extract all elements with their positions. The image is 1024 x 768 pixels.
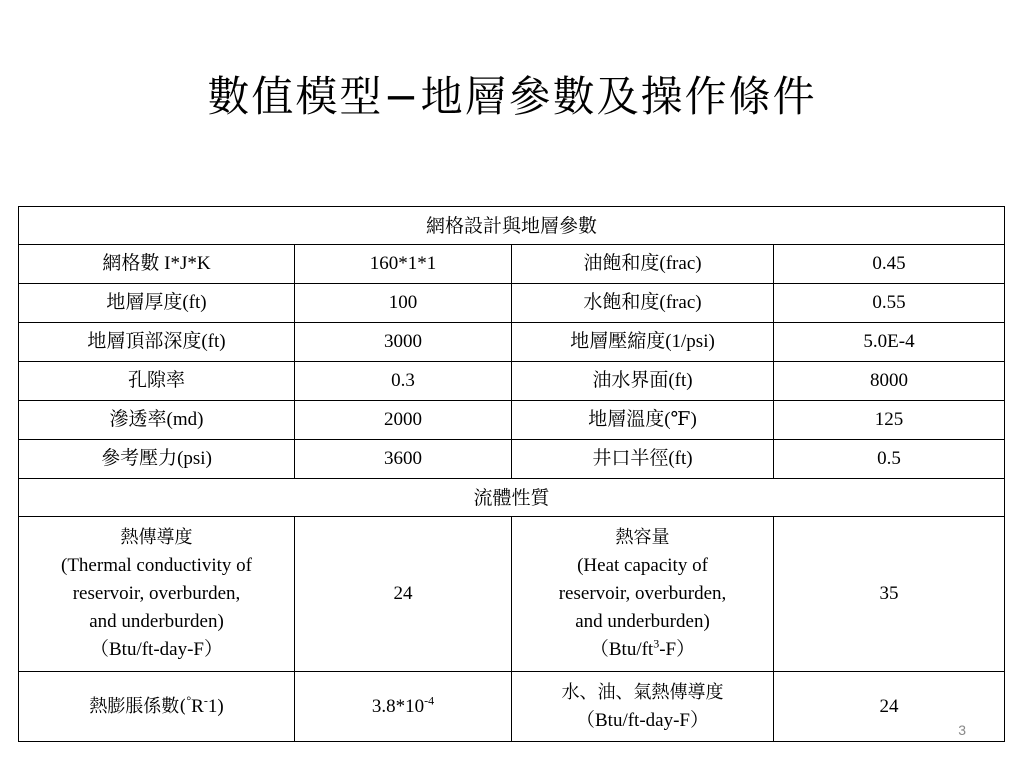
param-value: 3000 (295, 323, 512, 362)
param-value: 160*1*1 (295, 245, 512, 284)
section-header-grid-formation: 網格設計與地層參數 (19, 207, 1005, 245)
param-name: 參考壓力(psi) (19, 440, 295, 479)
param-name-thermal-conductivity (19, 517, 295, 672)
param-label: 1) (207, 695, 224, 717)
param-label-en: (Thermal conductivity of (61, 555, 252, 576)
param-value: 24 (774, 672, 1005, 742)
param-label-en: and underburden) (89, 611, 224, 632)
param-value: 3600 (295, 440, 512, 479)
param-value: 24 (295, 517, 512, 672)
table-row (19, 440, 1005, 479)
param-value: 8000 (774, 362, 1005, 401)
page-number: 3 (958, 722, 966, 738)
param-unit: （Btu/ft-day-F） (90, 639, 223, 660)
param-name: 網格數 I*J*K (19, 245, 295, 284)
value-base: 3.8*10 (371, 695, 425, 717)
param-label-en: reservoir, overburden, (558, 583, 727, 604)
param-name: 油水界面(ft) (512, 362, 774, 401)
section-header-fluid-properties: 流體性質 (19, 479, 1005, 517)
param-value: 35 (774, 517, 1005, 672)
param-label-en: and underburden) (575, 611, 710, 632)
table-row (19, 245, 1005, 284)
param-unit: （Btu/ft-day-F） (576, 709, 709, 731)
param-value: 2000 (295, 401, 512, 440)
param-label: R (191, 695, 204, 717)
table-row (19, 401, 1005, 440)
table-row (19, 323, 1005, 362)
slide-title: 數值模型−地層參數及操作條件 (207, 72, 817, 121)
param-label-en: reservoir, overburden, (72, 583, 241, 604)
param-name: 地層壓縮度(1/psi) (512, 323, 774, 362)
table-row (19, 284, 1005, 323)
param-value (295, 672, 512, 742)
value-exponent: -4 (424, 693, 435, 708)
param-name-heat-capacity (512, 517, 774, 672)
param-name: 地層頂部深度(ft) (19, 323, 295, 362)
unit-text: （Btu/ft (589, 639, 654, 660)
param-label-cn: 熱傳導度 (120, 527, 193, 548)
table-row (19, 362, 1005, 401)
param-value: 125 (774, 401, 1005, 440)
param-label-en: (Heat capacity of (577, 555, 708, 576)
section-header-row (19, 479, 1005, 517)
param-label-cn: 熱容量 (615, 527, 670, 548)
table-row (19, 672, 1005, 742)
unit-text: -F） (659, 639, 696, 660)
param-value: 0.3 (295, 362, 512, 401)
param-value: 100 (295, 284, 512, 323)
section-header-row (19, 207, 1005, 245)
table-row (19, 517, 1005, 672)
degree-symbol: ° (186, 693, 192, 708)
param-name: 地層厚度(ft) (19, 284, 295, 323)
param-label-cn: 水、油、氣熱傳導度 (561, 681, 724, 703)
unit-superscript: 3 (653, 636, 660, 651)
param-name: 地層溫度(℉) (512, 401, 774, 440)
parameter-table (18, 206, 1005, 742)
param-value: 0.55 (774, 284, 1005, 323)
superscript: - (203, 693, 208, 708)
param-unit (516, 636, 769, 664)
param-name: 井口半徑(ft) (512, 440, 774, 479)
param-value: 0.5 (774, 440, 1005, 479)
param-name: 油飽和度(frac) (512, 245, 774, 284)
param-name: 水飽和度(frac) (512, 284, 774, 323)
param-name-fluid-conductivity (512, 672, 774, 742)
param-label: 熱膨脹係數( (89, 695, 187, 717)
param-name: 孔隙率 (19, 362, 295, 401)
param-name: 滲透率(md) (19, 401, 295, 440)
param-value: 0.45 (774, 245, 1005, 284)
param-value: 5.0E-4 (774, 323, 1005, 362)
param-name-thermal-expansion (19, 672, 295, 742)
